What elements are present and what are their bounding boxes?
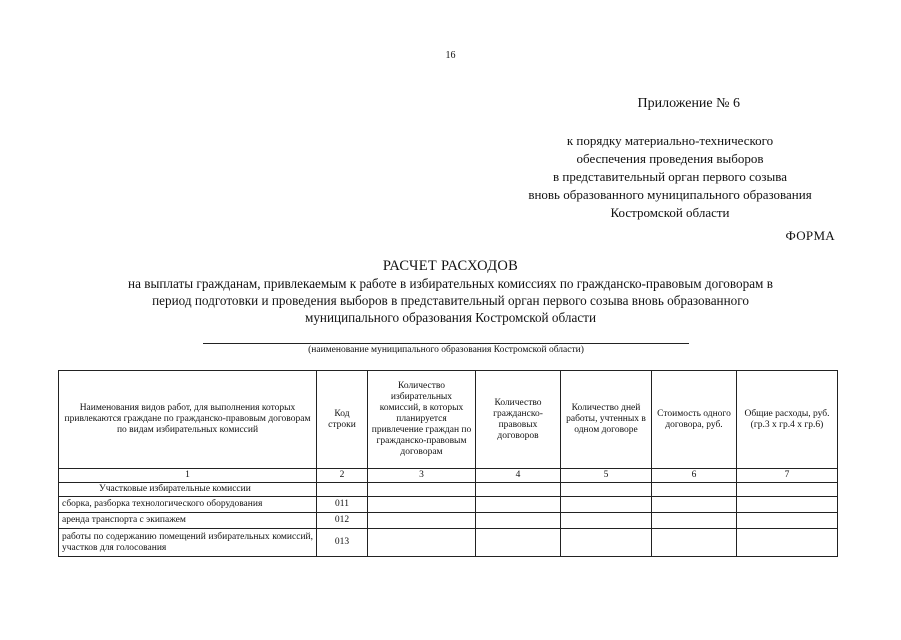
empty-cell — [368, 529, 476, 557]
row-code-cell: 013 — [317, 529, 368, 557]
empty-cell — [652, 483, 737, 497]
work-type-cell: аренда транспорта с экипажем — [59, 513, 317, 529]
column-number: 6 — [652, 469, 737, 483]
document-subtitle-line: на выплаты гражданам, привлекаемым к работе в избирательных комиссиях по гражданско-правовым договорам в — [128, 276, 773, 291]
form-label: ФОРМА — [785, 228, 835, 243]
document-subtitle — [60, 275, 841, 326]
header-total-expenses: Общие расходы, руб. (гр.3 х гр.4 х гр.6) — [737, 371, 838, 469]
header-work-type: Наименования видов работ, для выполнения которых привлекаются граждане по гражданско-правовым договорам по видам избирательных комиссий — [59, 371, 317, 469]
header-commission-count: Количество избирательных комиссий, в которых планируется привлечение граждан по гражданско-правовым договорам — [368, 371, 476, 469]
empty-cell — [368, 497, 476, 513]
header-contract-count: Количество гражданско-правовых договоров — [476, 371, 561, 469]
column-number: 7 — [737, 469, 838, 483]
column-number: 2 — [317, 469, 368, 483]
appendix-reference-line: к порядку материально-технического — [566, 133, 774, 148]
document-subtitle-line: муниципального образования Костромской области — [304, 310, 596, 325]
empty-cell — [737, 483, 838, 497]
page-number: 16 — [445, 50, 456, 61]
fill-in-line — [203, 343, 689, 344]
section-row — [59, 483, 838, 497]
table-row — [59, 497, 838, 513]
row-code-cell: 012 — [317, 513, 368, 529]
table-header-row — [59, 371, 838, 469]
empty-cell — [652, 513, 737, 529]
column-number-row — [59, 469, 838, 483]
table-row — [59, 513, 838, 529]
document-subtitle-line: период подготовки и проведения выборов в представительный орган первого созыва вновь образованного — [152, 293, 749, 308]
table-row — [59, 529, 838, 557]
empty-cell — [368, 513, 476, 529]
fill-in-caption: (наименование муниципального образования Костромской области) — [308, 345, 584, 355]
appendix-reference — [470, 132, 870, 222]
empty-cell — [476, 529, 561, 557]
empty-cell — [652, 529, 737, 557]
appendix-reference-line: Костромской области — [610, 205, 730, 220]
empty-cell — [368, 483, 476, 497]
empty-cell — [317, 483, 368, 497]
work-type-cell: работы по содержанию помещений избирательных комиссий, участков для голосования — [59, 529, 317, 557]
work-type-cell: сборка, разборка технологического оборудования — [59, 497, 317, 513]
empty-cell — [476, 483, 561, 497]
empty-cell — [561, 513, 652, 529]
document-title: РАСЧЕТ РАСХОДОВ — [382, 258, 519, 274]
empty-cell — [561, 529, 652, 557]
empty-cell — [476, 513, 561, 529]
expense-calculation-table — [58, 370, 838, 557]
empty-cell — [561, 483, 652, 497]
header-contract-cost: Стоимость одного договора, руб. — [652, 371, 737, 469]
appendix-reference-line: в представительный орган первого созыва — [552, 169, 788, 184]
appendix-title: Приложение № 6 — [637, 96, 740, 111]
column-number: 5 — [561, 469, 652, 483]
header-row-code: Код строки — [317, 371, 368, 469]
appendix-reference-line: вновь образованного муниципального образования — [528, 187, 812, 202]
column-number: 1 — [59, 469, 317, 483]
empty-cell — [476, 497, 561, 513]
empty-cell — [737, 513, 838, 529]
empty-cell — [561, 497, 652, 513]
empty-cell — [737, 497, 838, 513]
empty-cell — [652, 497, 737, 513]
section-title: Участковые избирательные комиссии — [59, 483, 317, 497]
column-number: 4 — [476, 469, 561, 483]
header-work-days: Количество дней работы, учтенных в одном договоре — [561, 371, 652, 469]
row-code-cell: 011 — [317, 497, 368, 513]
column-number: 3 — [368, 469, 476, 483]
empty-cell — [737, 529, 838, 557]
appendix-reference-line: обеспечения проведения выборов — [576, 151, 764, 166]
